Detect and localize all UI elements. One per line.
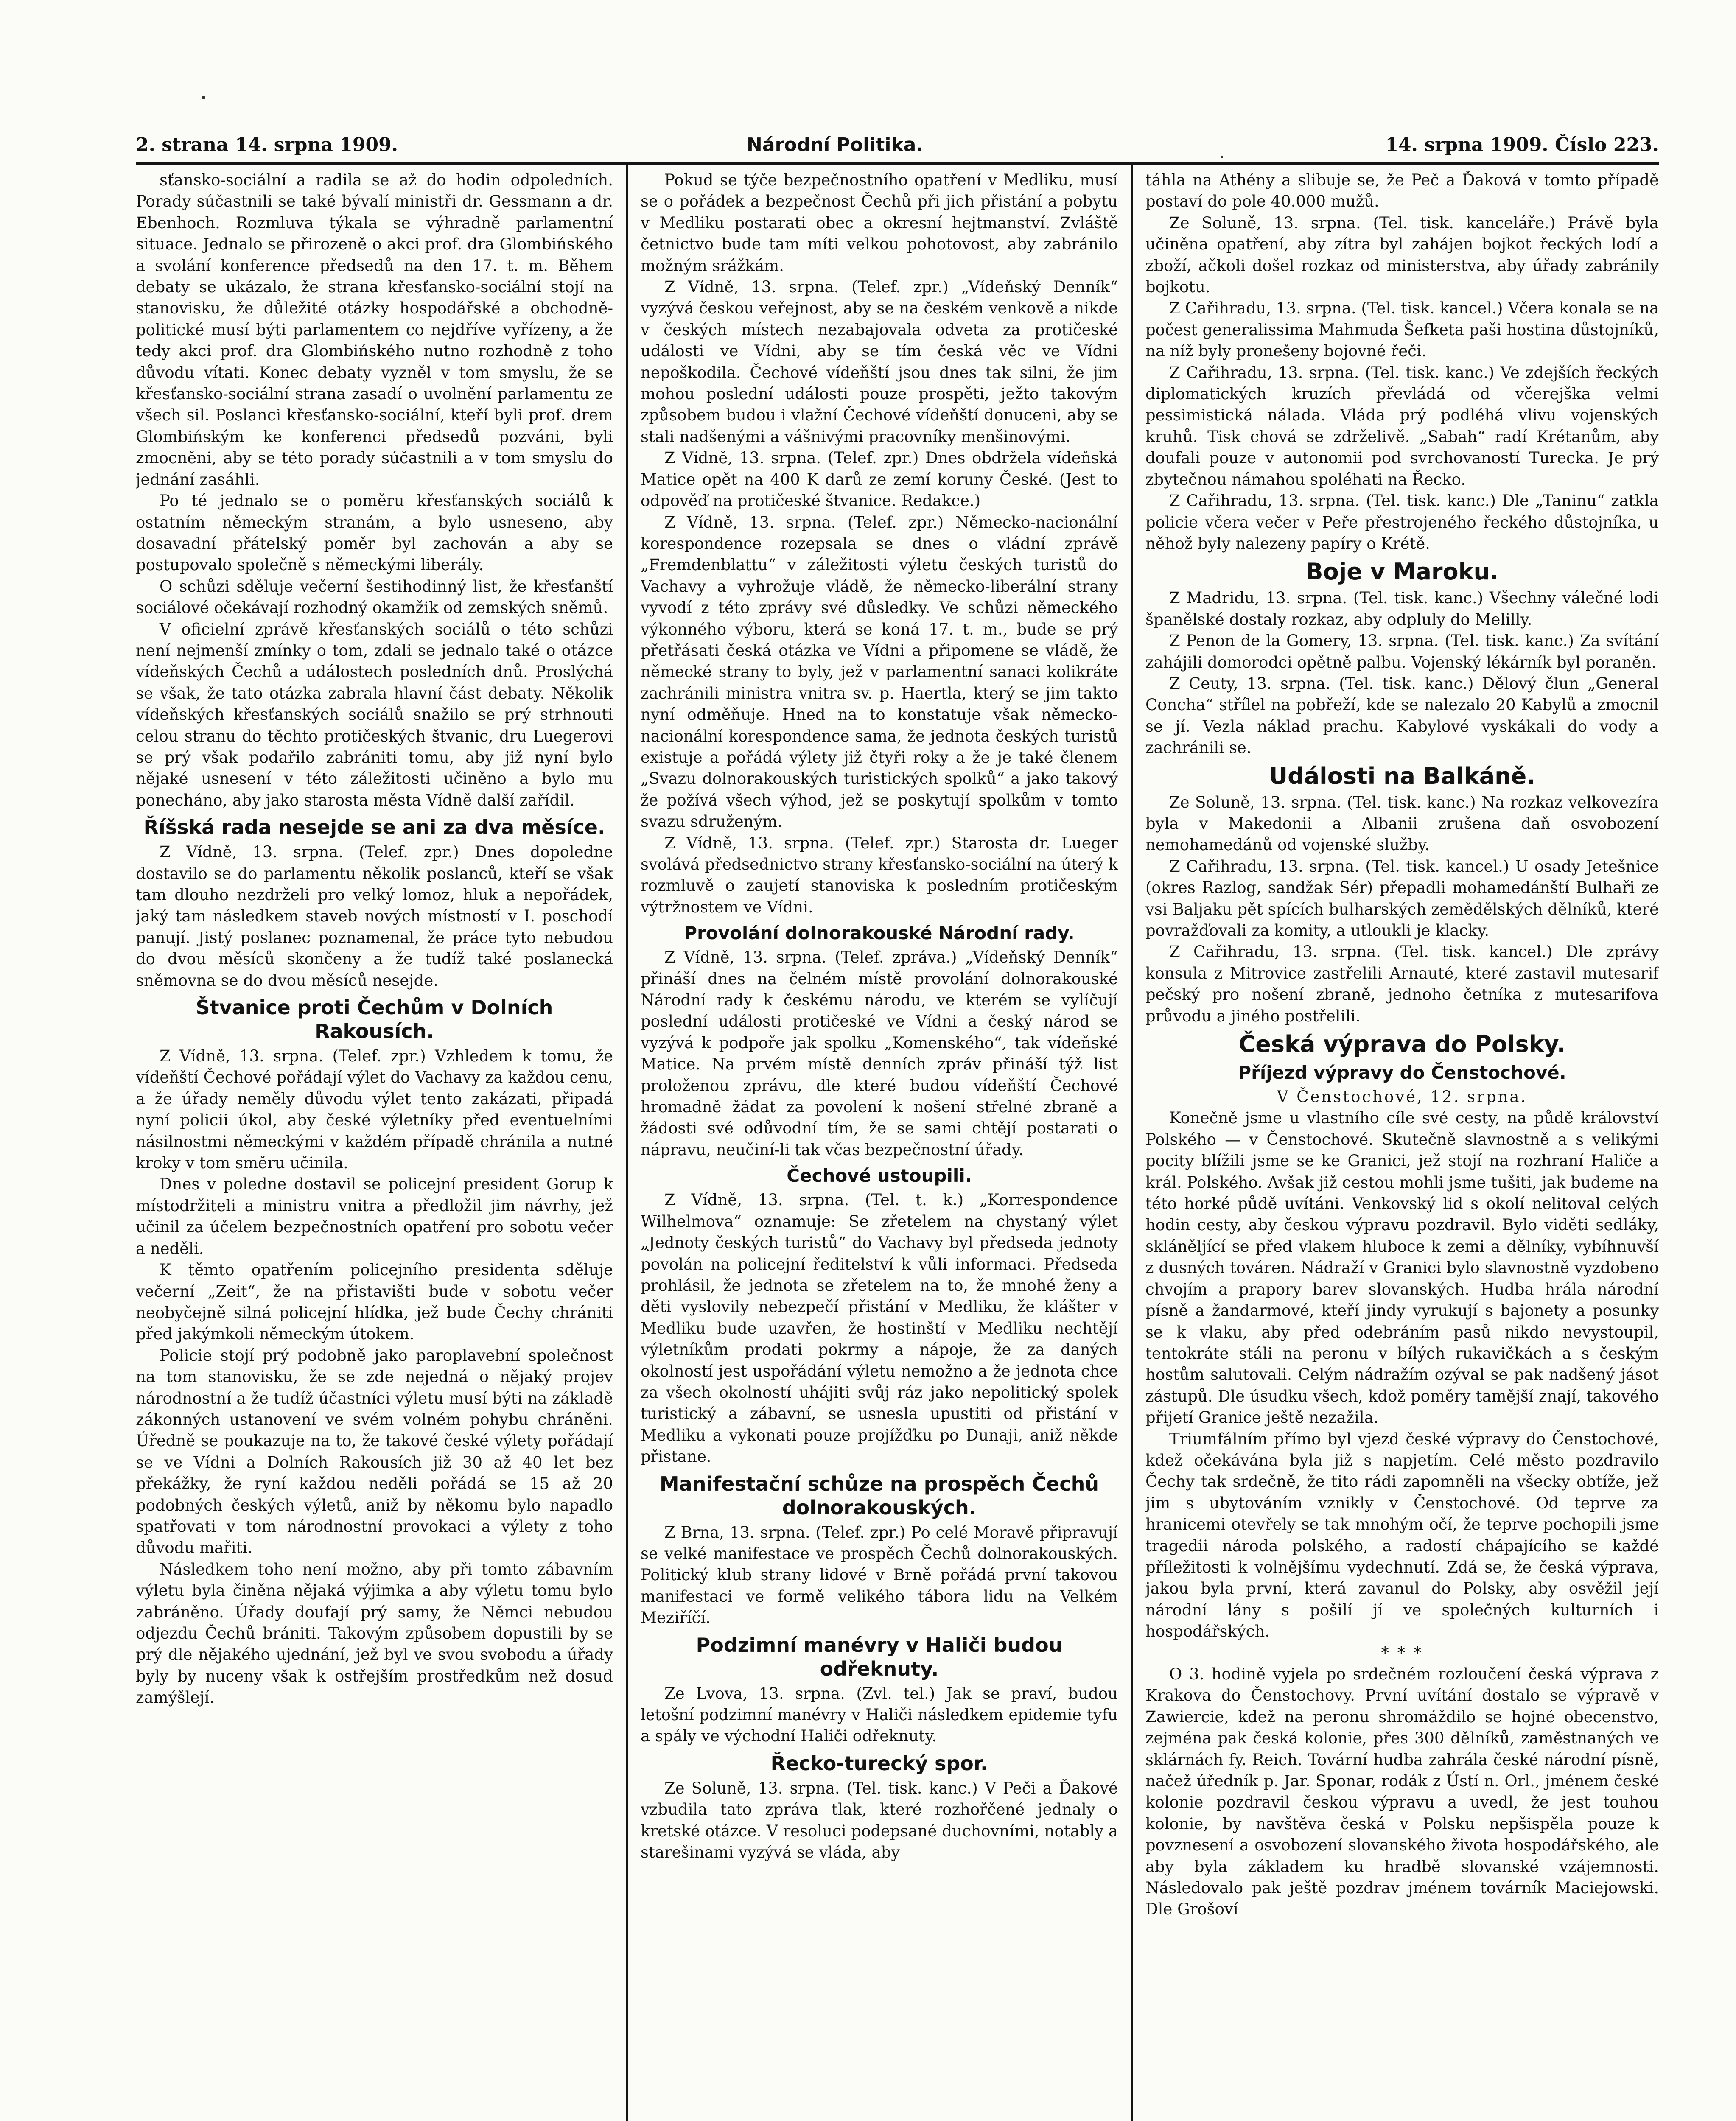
article-headline: Události na Balkáně. bbox=[1269, 762, 1535, 789]
article-paragraph: V Čenstochové, 12. srpna. bbox=[1277, 1088, 1528, 1106]
article-paragraph: Následkem toho není možno, aby při tomto zábavním výletu byla činěna nějaká výjimka a aby výletu tomu bylo zabráněno. Úřady doufají prý samy, že Němci nebudou odjezdu Čechů brániti. Takovým způsobem dopustili by se prý dle nějakého ujednání, jež byl ve svou svobodu a úřady byly by nuceny však k ostřejším prostředkům než dosud zamýšlejí. bbox=[136, 1560, 613, 1707]
article-headline: Štvanice proti Čechům v Dolních Rakousích. bbox=[196, 996, 553, 1043]
article-headline: Řecko-turecký spor. bbox=[770, 1752, 988, 1775]
article-paragraph: * * * bbox=[1381, 1643, 1423, 1662]
article-headline: Boje v Maroku. bbox=[1305, 558, 1499, 585]
article-paragraph: Z Cařihradu, 13. srpna. (Tel. tisk. kancel.) Dle zprávy konsula z Mitrovice zastřelili Arnauté, které zastavil mutesarif pečský pro nošení zbraně, jednoho četníka z mutesarifova průvodu a jiného postřelili. bbox=[1145, 943, 1659, 1025]
article-paragraph: Konečně jsme u vlastního cíle své cesty, na půdě království Polského — v Čenstochové. Skutečně slavnostně a s velikými pocity blížili jsme se ke Granici, jež stojí na rozhraní Haliče a král. Polského. Avšak již cestou mohli jsme tušiti, jak budeme na této horké půdě uvítáni. Venkovský lid s okolí nelitoval celých hodin cesty, aby českou výpravu pozdravil. Bylo viděti sedláky, skláněljící se před vlakem hluboce k zemi a dělníky, vybíhnuvší z dusných továren. Nádraží v Granici bylo slavnostně vyzdobeno chvojím a prapory barev slovanských. Hudba hrála národní písně a žandarmové, kteří jindy vyrukují s bajonety a posunky se k vlaku, aby před odebráním pasů nikdo nevystoupil, tentokráte stáli na peronu v bílých rukavičkách a s českým hostům salutovali. Celým nádražím ozýval se pak nadšený jásot zástupů. Dle úsudku všech, kdož poměry tamější znají, takového přijetí Granice ještě nezažila. bbox=[1145, 1109, 1659, 1427]
header-date-and-issue: 14. srpna 1909. Číslo 223. bbox=[1385, 134, 1659, 156]
article-paragraph: Z Madridu, 13. srpna. (Tel. tisk. kanc.) Všechny válečné lodi španělské dostaly rozkaz, aby odpluly do Melilly. bbox=[1145, 589, 1659, 629]
header-page-and-date: 2. strana 14. srpna 1909. bbox=[136, 134, 398, 156]
article-headline: Manifestační schůze na prospěch Čechů dolnorakouských. bbox=[659, 1472, 1099, 1519]
column-divider-2 bbox=[1131, 165, 1133, 2121]
article-paragraph: Po té jednalo se o poměru křesťanských sociálů k ostatním německým stranám, a bylo usneseno, aby dosavadní přátelský poměr byl zachován a aby se postupovalo společně s německými liberály. bbox=[136, 492, 613, 574]
article-headline: Podzimní manévry v Haliči budou odřeknuty. bbox=[696, 1633, 1063, 1680]
article-headline: Říšská rada nesejde se ani za dva měsíce. bbox=[143, 816, 605, 839]
article-paragraph: Z Cařihradu, 13. srpna. (Tel. tisk. kancel.) Včera konala se na počest generalissima Mahmuda Šefketa paši hostina důstojníků, na níž byly pronešeny bojovné řeči. bbox=[1145, 299, 1659, 361]
article-paragraph: táhla na Athény a slibuje se, že Peč a Ďaková v tomto případě postaví do pole 40.000 mužů. bbox=[1145, 171, 1659, 211]
article-paragraph: O 3. hodině vyjela po srdečném rozloučení česká výprava z Krakova do Čenstochovy. První uvítání dostalo se výpravě v Zawiercie, kdež na peronu shromáždilo se hojné obecenstvo, zejména pak česká kolonie, přes 300 dělníků, zaměstnaných ve sklárnách fy. Reich. Tovární hudba zahrála české národní písně, načež úředník p. Jar. Sponar, rodák z Ústí n. Orl., jménem české kolonie pozdravil českou výpravu a uvedl, že jest touhou kolonie, by navštěva česká v Polsku nepšispěla pouze k povznesení a osvobození slovanského života hospodářského, ale aby byla základem ku hradbě slovanské vzájemnosti. Následovalo pak ještě pozdrav jménem továrník Maciejowski. Dle Grošoví bbox=[1145, 1665, 1659, 1919]
article-paragraph: Z Ceuty, 13. srpna. (Tel. tisk. kanc.) Dělový člun „General Concha“ střílel na pobřeží, kde se nalezalo 20 Kabylů a zmocnil se jí. Vezla náklad prachu. Kabylové vyskákali do vody a zachránili se. bbox=[1145, 674, 1659, 757]
article-paragraph: Dnes v poledne dostavil se policejní president Gorup k místodržiteli a ministru vnitra a předložil jim návrhy, jež učinil za účelem bezpečnostních opatření pro sobotu večer a neděli. bbox=[136, 1175, 613, 1258]
article-paragraph: Z Vídně, 13. srpna. (Telef. zpr.) Vzhledem k tomu, že vídeňští Čechové pořádají výlet do Vachavy za každou cenu, a že úřady neměly důvodu výlet tento zakázati, připadá nyní policii úkol, aby české výletníky před eventuelními násilnostmi německými v každém případě chránila a nutné kroky v tom směru učinila. bbox=[136, 1047, 613, 1172]
article-paragraph: Z Vídně, 13. srpna. (Tel. t. k.) „Korrespondence Wilhelmova“ oznamuje: Se zřetelem na chystaný výlet „Jednoty českých turistů“ do Vachavy byl předseda jednoty povolán na policejní ředitelství k vůli informaci. Předseda prohlásil, že jednota se zřetelem na to, že mnohé ženy a děti vyslovily nebezpečí přistání v Medliku, že klášter v Medliku bude uzavřen, že hostinští v Medliku nechtějí výletníkům prodati pokrmy a nápoje, že za daných okolností jest uspořádání výletu nemožno a že jednota chce za všech okolností uhájiti svůj ráz jako nepolitický spolek turistický a zábavní, se usnesla upustiti od přistání v Medliku a vykonati pouze projížďku po Dunaji, aniž někde přistane. bbox=[641, 1191, 1118, 1466]
article-paragraph: K těmto opatřením policejního presidenta sděluje večerní „Zeit“, že na přistavišti bude v sobotu večer neobyčejně silná policejní hlídka, jež bude Čechy chrániti před jakýmkoli německým útokem. bbox=[136, 1261, 613, 1343]
article-paragraph: Triumfálním přímo byl vjezd české výpravy do Čenstochové, kdež očekávána byla již s napjetím. Celé město pozdravilo Čechy tak srdečně, že tito rádi zapomněli na všecky obtíže, jež jim s ubytováním vznikly v Čenstochové. Od teprve za hranicemi otevřely se tak mnohým očí, že teprve pochopili jsme tragedii národa polského, a radostí chápajícího se každé příležitosti k volnějšímu vydechnutí. Zdá se, že česká výprava, jakou byla první, která zavanul do Polsky, aby osvěžil její národní lány s pošilí jí ve společných kulturních i hospodářských. bbox=[1145, 1430, 1659, 1641]
header-masthead: Národní Politika. bbox=[747, 134, 924, 156]
article-paragraph: Z Vídně, 13. srpna. (Telef. zpr.) Starosta dr. Lueger svolává předsednictvo strany křesťansko-sociální na úterý k rozmluvě o zaujetí stanoviska k posledním protičeským výtržnostem ve Vídni. bbox=[641, 834, 1118, 916]
article-paragraph: Z Penon de la Gomery, 13. srpna. (Tel. tisk. kanc.) Za svítání zahájili domorodci opětně palbu. Vojenský lékárník byl poraněn. bbox=[1145, 632, 1659, 672]
header-rule bbox=[136, 162, 1659, 165]
article-paragraph: Z Cařihradu, 13. srpna. (Tel. tisk. kancel.) U osady Jetešnice (okres Razlog, sandžak Sér) přepadli mohamedánští Bulhaři ze vsi Baljaku pět spících bulharských zemědělských dělníků, které povražďovali za komity, a utloukli je klacky. bbox=[1145, 857, 1659, 940]
article-paragraph: Z Cařihradu, 13. srpna. (Tel. tisk. kanc.) Ve zdejších řeckých diplomatických kruzích převládá od včerejška velmi pessimistická nálada. Vláda prý podléhá vlivu vojenských kruhů. Tisk chová se zdrželivě. „Sabah“ radí Krétanům, aby doufali pouze v autonomii pod svrchovaností Turecka. Je prý zbytečnou námahou spoléhati na Řecko. bbox=[1145, 363, 1659, 489]
article-paragraph: Z Vídně, 13. srpna. (Telef. zpr.) „Vídeňský Denník“ vyzývá českou veřejnost, aby se na českém venkově a nikde v českých místech nezabajovala odveta za protičeské události ve Vídni, aby se tím česká věc ve Vídni nepoškodila. Čechové vídeňští jsou dnes tak silni, že jim mohou poslední události pouze prospěti, ježto takovým způsobem budou i vlažní Čechové vídeňští donuceni, aby se stali nadšenými a vášnivými pracovníky menšinovými. bbox=[641, 278, 1118, 446]
column-2 bbox=[641, 170, 1118, 2121]
article-headline: Čechové ustoupili. bbox=[787, 1165, 972, 1186]
column-divider-1 bbox=[626, 165, 628, 2121]
article-paragraph: Ze Soluně, 13. srpna. (Tel. tisk. kanceláře.) Právě byla učiněna opatření, aby zítra byl zahájen bojkot řeckých lodí a zboží, ačkoli došel rozkaz od ministerstva, aby úřady zabránily bojkotu. bbox=[1145, 213, 1659, 297]
article-paragraph: Ze Soluně, 13. srpna. (Tel. tisk. kanc.) Na rozkaz velkovezíra byla v Makedonii a Albanii zrušena daň osvobození nemohamedánů od vojenské služby. bbox=[1145, 793, 1659, 854]
article-paragraph: Z Vídně, 13. srpna. (Telef. zpr.) Dnes obdržela vídeňská Matice opět na 400 K darů ze zemí koruny České. (Jest to odpověď na protičeské štvanice. Redakce.) bbox=[641, 449, 1118, 510]
column-3 bbox=[1145, 170, 1659, 2121]
article-paragraph: Z Vídně, 13. srpna. (Telef. zpr.) Německo-nacionální korespondence rozepsala se dnes o vládní zprávě „Fremdenblattu“ v záležitosti výletu českých turistů do Vachavy a vyhrožuje vládě, že německo-liberální strany vyvodí z této zprávy své důsledky. Ve schůzi německého výkonného výboru, která se koná 17. t. m., bude se prý přetřásati česká otázka ve Vídni a připomene se vládě, že německé strany to byly, jež v parlamentní sanaci kolikráte zachránili ministra vnitra sv. p. Haertla, který se jim takto nyní odměňuje. Hned na to konstatuje však německo-nacionální korespondence sama, že jednota českých turistů existuje a pořádá výlety již čtyři roky a že je také členem „Svazu dolnorakouských turistických spolků“ a jako takový že požívá všech výhod, jež se poskytují spolkům v tomto svazu sdruženým. bbox=[641, 513, 1118, 831]
article-paragraph: Ze Lvova, 13. srpna. (Zvl. tel.) Jak se praví, budou letošní podzimní manévry v Haliči následkem epidemie tyfu a spály ve východní Haliči odřeknuty. bbox=[641, 1684, 1118, 1746]
article-paragraph: Pokud se týče bezpečnostního opatření v Medliku, musí se o pořádek a bezpečnost Čechů při jich přistání a pobytu v Medliku postarati obec a okresní hejtmanství. Zvláště četnictvo bude tam míti velkou pohotovost, aby zabránilo možným srážkám. bbox=[641, 171, 1118, 275]
article-paragraph: Z Cařihradu, 13. srpna. (Tel. tisk. kanc.) Dle „Taninu“ zatkla policie včera večer v Peře přestrojeného řeckého důstojníka, u něhož byly nalezeny papíry o Krétě. bbox=[1145, 492, 1659, 553]
article-paragraph: Ze Soluně, 13. srpna. (Tel. tisk. kanc.) V Peči a Ďakové vzbudila tato zpráva tlak, které rozhořčené jednaly o kretské otázce. V resoluci podepsané duchovními, notably a starešinami vyzývá se vláda, aby bbox=[641, 1779, 1118, 1862]
article-headline: Příjezd výpravy do Čenstochové. bbox=[1238, 1062, 1566, 1083]
article-headline: Česká výprava do Polsky. bbox=[1238, 1031, 1566, 1058]
article-paragraph: V oficielní zprávě křesťanských sociálů o této schůzi není nejmenší zmínky o tom, zdali se jednalo také o otázce vídeňských Čechů a událostech posledních dnů. Proslýchá se však, že tato otázka zabrala hlavní část debaty. Několik vídeňských křesťanských sociálů snažilo se prý strhnouti celou stranu do těchto protičeských štvanic, dru Luegerovi se prý však podařilo zabrániti tomu, aby již nyní bylo nějaké usnesení v této záležitosti učiněno a bylo mu ponecháno, aby jako starosta města Vídně další zařídil. bbox=[136, 620, 613, 809]
column-1 bbox=[136, 170, 613, 2121]
article-paragraph: sťansko-sociální a radila se až do hodin odpoledních. Porady súčastnili se také bývalí ministři dr. Gessmann a dr. Ebenhoch. Rozmluva týkala se výhradně parlamentní situace. Jednalo se přirozeně o akci prof. dra Glombińského a svolání konference předsedů na den 17. t. m. Během debaty se ukázalo, že strana křesťansko-sociální stojí na stanovisku, že důležité otázky hospodářské a obchodně-politické musí býti parlamentem co nejdříve vyřízeny, a že tedy akci prof. dra Glombińského nutno rozhodně z toho důvodu vítati. Konec debaty vyzněl v tom smyslu, že se křesťansko-sociální strana zasadí o uvolnění parlamentu ze všech sil. Poslanci křesťansko-sociální, kteří byli prof. drem Glombińským ke konferenci předsedů pozváni, byli zmocněni, aby se této porady súčastnili a v tom smyslu do jednání zasáhli. bbox=[136, 171, 613, 489]
article-paragraph: Z Brna, 13. srpna. (Telef. zpr.) Po celé Moravě připravují se velké manifestace ve prospěch Čechů dolnorakouských. Politický klub strany lidové v Brně pořádá první takovou manifestaci ve formě velikého tábora lidu na Velkém Meziříčí. bbox=[641, 1523, 1118, 1627]
article-paragraph: Z Vídně, 13. srpna. (Telef. zpráva.) „Vídeňský Denník“ přináší dnes na čelném místě provolání dolnorakouské Národní rady k českému národu, ve kterém se vylíčují poslední události protičeské ve Vídni a český národ se vyzývá k podpoře jak spolku „Komenského“, tak vídeňské Matice. Na prvém místě denních zpráv přináší týž list proloženou zprávu, dle které budou vídeňští Čechové hromadně žádat za povolení k nošení střelné zbraně a žádosti své odůvodní tím, že se sami chtějí postarati o nápravu, neučiní-li tak včas bezpečnostní úřady. bbox=[641, 948, 1118, 1159]
article-paragraph: O schůzi sděluje večerní šestihodinný list, že křesťanští sociálové očekávají rozhodný okamžik od zemských sněmů. bbox=[136, 577, 613, 617]
article-paragraph: Z Vídně, 13. srpna. (Telef. zpr.) Dnes dopoledne dostavilo se do parlamentu několik poslanců, kteří se však tam dlouho nezdrželi pro velký lomoz, hluk a nepořádek, jaký tam následkem staveb nových místností v I. poschodí panují. Jistý poslanec poznamenal, že práce tyto nebudou do dvou měsíců skončeny a že tudíž také poslanecká sněmovna se do dvou měsíců nesejde. bbox=[136, 843, 613, 990]
article-headline: Provolání dolnorakouské Národní rady. bbox=[684, 923, 1075, 944]
article-paragraph: Policie stojí prý podobně jako paroplavební společnost na tom stanovisku, že se zde nejedná o nějaký projev národnostní a že tudíž účastníci výletu musí býti na základě zákonných ustanovení ve svém volném pohybu chráněni. Úředně se poukazuje na to, že takové české výlety pořádají se ve Vídni a Dolních Rakousích již 30 až 40 let bez překážky, že ryní každou neděli pořádá se 15 až 20 podobných českých výletů, aniž by někomu bylo napadlo spatřovati v tom národnostní provokaci a výlety z toho důvodu mařiti. bbox=[136, 1346, 613, 1557]
